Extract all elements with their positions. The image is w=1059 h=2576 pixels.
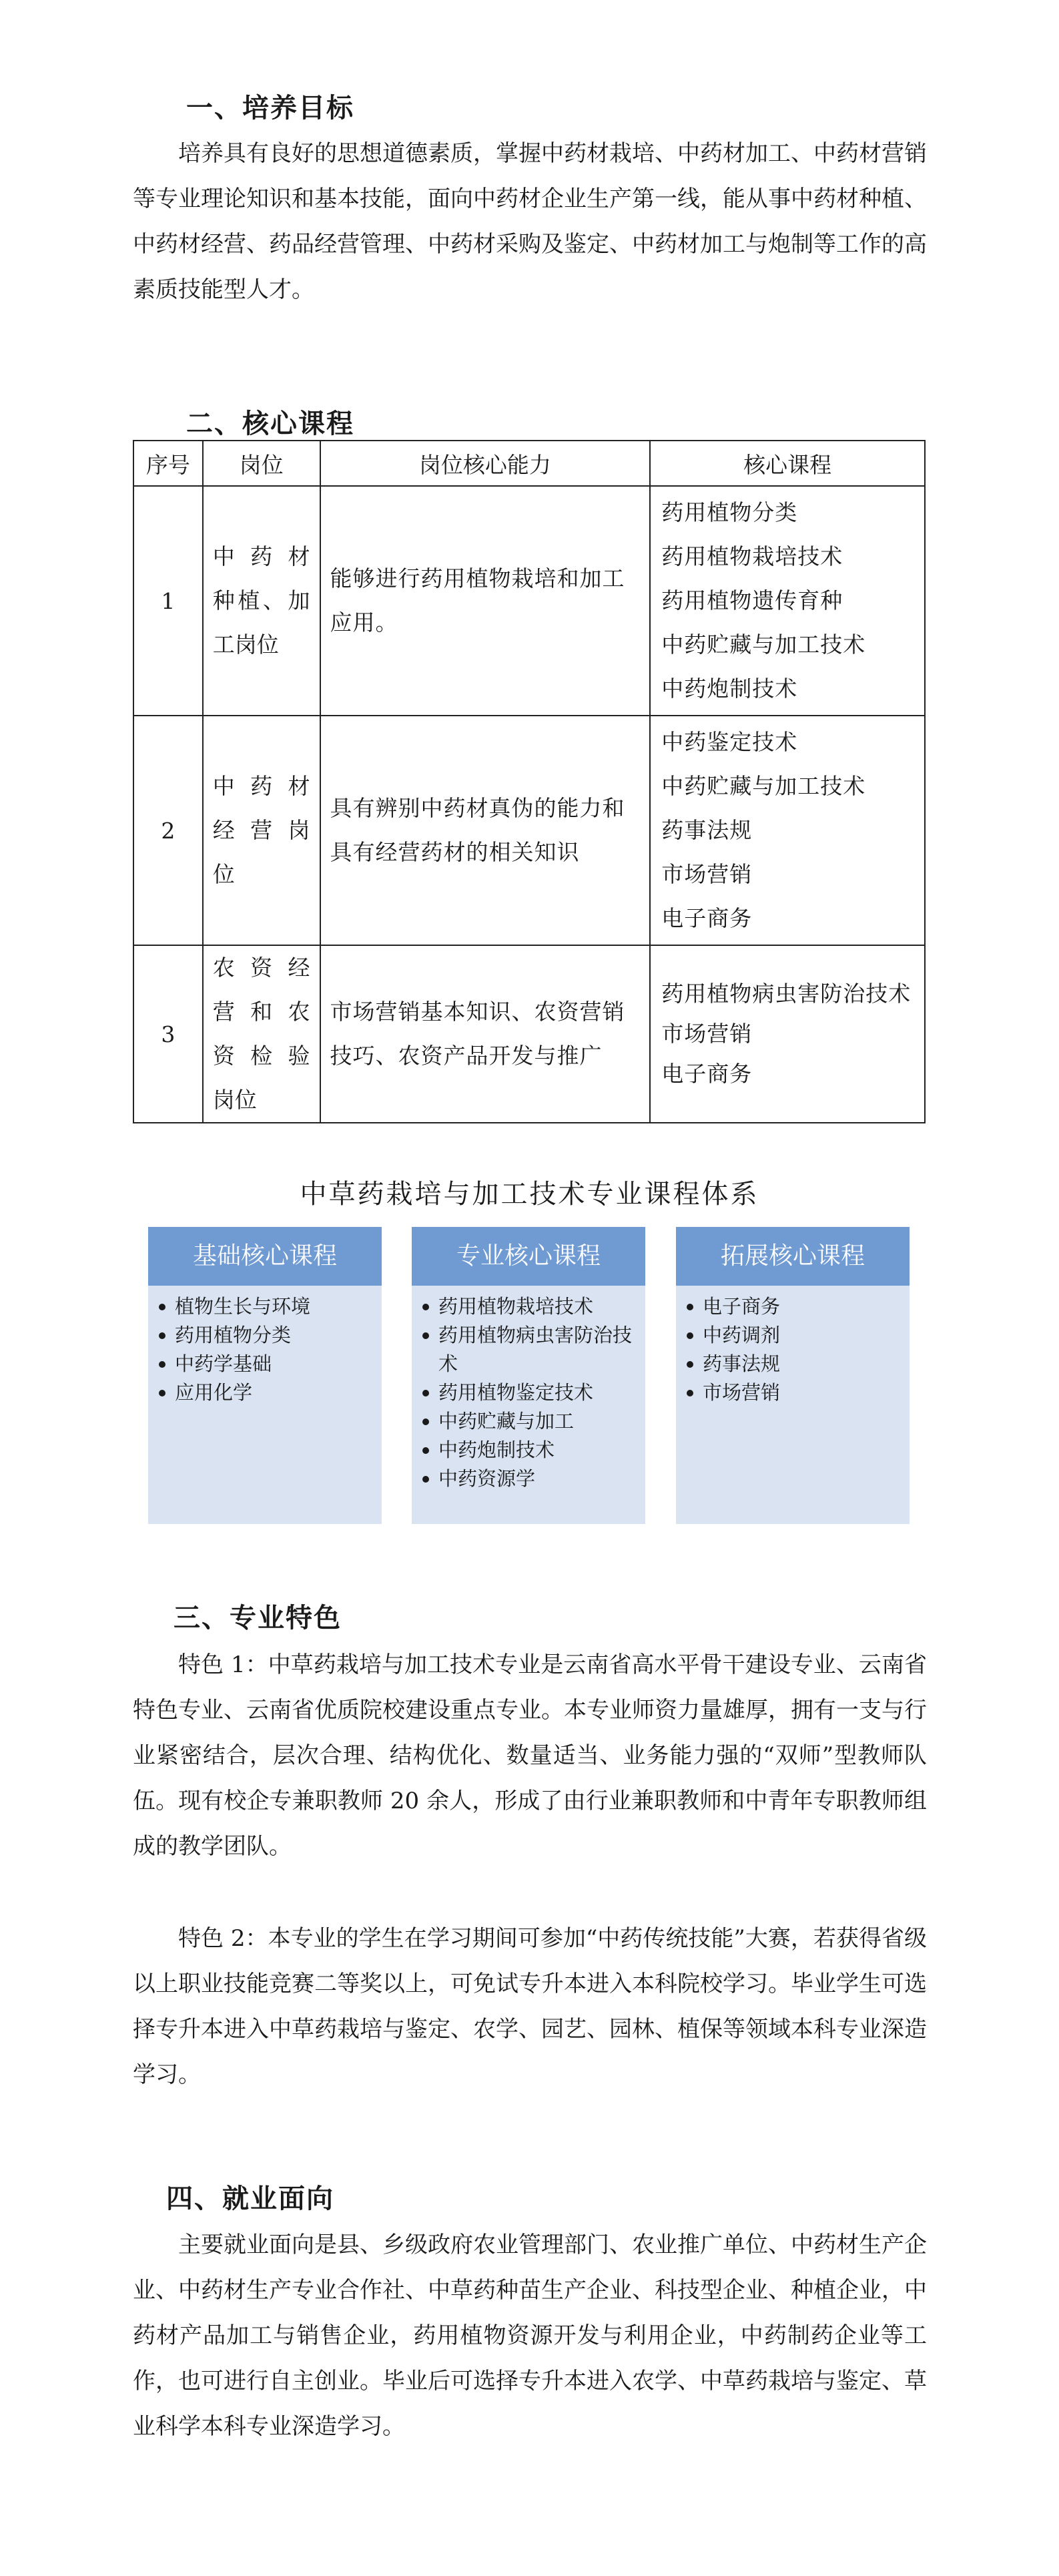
ability-cell: 具有辨别中药材真伪的能力和具有经营药材的相关知识 (320, 716, 651, 945)
section-heading-features: 三、专业特色 (173, 1603, 342, 1633)
feature-paragraph-2: 特色 2：本专业的学生在学习期间可参加“中药传统技能”大赛，若获得省级以上职业技能竞赛二等奖以上，可免试专升本进入本科院校学习。毕业学生可选择专升本进入中草药栽培与鉴定、农学、园艺、园林、植保等领域本科专业深造学习。 (133, 1925, 927, 2088)
position-line: 资检验 (212, 1043, 310, 1069)
list-item: 中药资源学 (438, 1465, 637, 1493)
training-goal-paragraph: 培养具有良好的思想道德素质，掌握中药材栽培、中药材加工、中药材营销等专业理论知识和基本技能，面向中药材企业生产第一线，能从事中药材种植、中药材经营、药品经营管理、中药材采购及鉴定、中药材加工与炮制等工作的高素质技能型人才。 (133, 140, 927, 303)
course-system-title: 中草药栽培与加工技术专业课程体系 (300, 1179, 759, 1210)
list-item: 中药学基础 (175, 1350, 374, 1378)
table-row (133, 486, 925, 716)
table-header-cell: 序号 (133, 441, 203, 486)
table-header-cell: 岗位核心能力 (320, 441, 651, 486)
list-item: 药用植物分类 (175, 1321, 374, 1350)
ability-cell: 能够进行药用植物栽培和加工应用。 (320, 486, 651, 716)
course-column-professional (412, 1227, 645, 1524)
position-line: 工岗位 (212, 631, 279, 658)
courses-cell (650, 486, 925, 716)
list-item: 药用植物栽培技术 (438, 1292, 637, 1321)
course-item: 中药炮制技术 (661, 676, 798, 702)
course-item: 市场营销 (661, 861, 753, 887)
course-item: 中药鉴定技术 (661, 729, 798, 755)
position-line: 农资经 (212, 955, 310, 981)
list-item: 中药炮制技术 (438, 1436, 637, 1465)
list-item: 中药调剂 (703, 1321, 902, 1350)
course-list (412, 1286, 645, 1493)
course-item: 电子商务 (661, 1061, 753, 1087)
list-item: 应用化学 (175, 1378, 374, 1407)
position-line: 岗位 (212, 1087, 257, 1113)
list-item: 药用植物病虫害防治技术 (438, 1321, 637, 1378)
position-cell (203, 486, 320, 716)
course-item: 药事法规 (661, 817, 753, 843)
table-header-cell: 核心课程 (650, 441, 925, 486)
course-column-title: 专业核心课程 (412, 1227, 645, 1286)
position-line: 营和农 (212, 999, 310, 1025)
list-item: 药事法规 (703, 1350, 902, 1378)
section-heading-core-courses: 二、核心课程 (186, 409, 354, 439)
course-list (148, 1286, 382, 1407)
position-cell (203, 945, 320, 1123)
employment-paragraph: 主要就业面向是县、乡级政府农业管理部门、农业推广单位、中药材生产企业、中药材生产专业合作社、中草药种苗生产企业、科技型企业、种植企业，中药材产品加工与销售企业，药用植物资源开发与利用企业，中药制药企业等工作，也可进行自主创业。毕业后可选择专升本进入农学、中草药栽培与鉴定、草业科学本科专业深造学习。 (133, 2232, 927, 2440)
row-index: 3 (133, 945, 203, 1123)
list-item: 市场营销 (703, 1378, 902, 1407)
section-heading-training-goal: 一、培养目标 (186, 93, 354, 123)
section-heading-employment: 四、就业面向 (166, 2183, 334, 2214)
position-line: 种植、加 (212, 587, 310, 613)
table-header-cell: 岗位 (203, 441, 320, 486)
course-item: 药用植物栽培技术 (661, 543, 843, 569)
position-line: 中药材 (212, 773, 310, 799)
list-item: 中药贮藏与加工 (438, 1407, 637, 1436)
ability-cell: 市场营销基本知识、农资营销技巧、农资产品开发与推广 (320, 945, 651, 1123)
core-course-table (133, 440, 926, 1123)
table-row (133, 945, 925, 1123)
position-line: 位 (212, 861, 235, 887)
table-row (133, 716, 925, 945)
course-item: 药用植物遗传育种 (661, 587, 843, 613)
course-list (676, 1286, 910, 1407)
courses-cell (650, 945, 925, 1123)
list-item: 植物生长与环境 (175, 1292, 374, 1321)
course-item: 药用植物分类 (661, 499, 798, 525)
table-header-row (133, 441, 925, 486)
row-index: 1 (133, 486, 203, 716)
course-item: 市场营销 (661, 1021, 753, 1047)
list-item: 药用植物鉴定技术 (438, 1378, 637, 1407)
list-item: 电子商务 (703, 1292, 902, 1321)
course-column-basic (148, 1227, 382, 1524)
course-item: 药用植物病虫害防治技术 (661, 981, 912, 1007)
course-item: 电子商务 (661, 905, 753, 931)
course-item: 中药贮藏与加工技术 (661, 631, 866, 658)
course-column-title: 基础核心课程 (148, 1227, 382, 1286)
row-index: 2 (133, 716, 203, 945)
course-item: 中药贮藏与加工技术 (661, 773, 866, 799)
position-cell (203, 716, 320, 945)
courses-cell (650, 716, 925, 945)
position-line: 中药材 (212, 543, 310, 569)
position-line: 经营岗 (212, 817, 310, 843)
feature-paragraph-1: 特色 1：中草药栽培与加工技术专业是云南省高水平骨干建设专业、云南省特色专业、云南省优质院校建设重点专业。本专业师资力量雄厚，拥有一支与行业紧密结合，层次合理、结构优化、数量适当、业务能力强的“双师”型教师队伍。现有校企专兼职教师 20 余人，形成了由行业兼职教师和中青年专职教师组成的教学团队。 (133, 1651, 927, 1860)
course-column-extended (676, 1227, 910, 1524)
course-column-title: 拓展核心课程 (676, 1227, 910, 1286)
